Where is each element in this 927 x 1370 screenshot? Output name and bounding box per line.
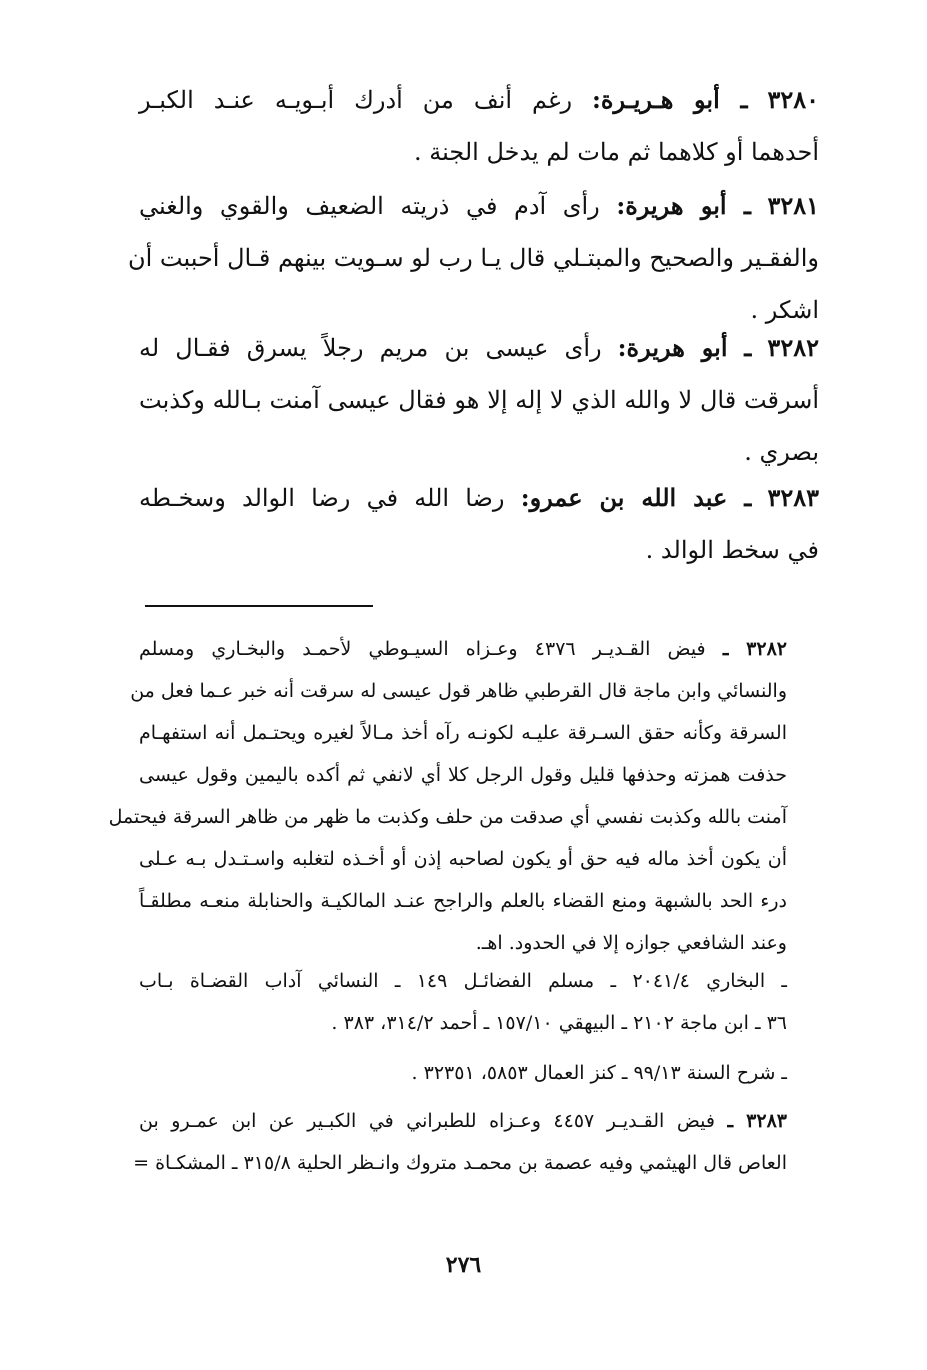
- hadith-entry-3282: [139, 322, 819, 478]
- hadith-narrator: عبد الله بن عمرو:: [520, 483, 728, 512]
- footnote-3283: [133, 1100, 787, 1184]
- hadith-line: اشكر .: [750, 296, 819, 324]
- footnote-text: فيض القـديـر ٤٣٧٦ وعـزاه السيـوطي لأحمـد والبخـاري ومسلم: [139, 638, 706, 660]
- hadith-text: رأى آدم في ذريته الضعيف والقوي والغني: [139, 192, 600, 220]
- hadith-line: والفقـير والصحيح والمبتـلي قال يـا رب لو سـويت بينهم قـال أحببت أن: [127, 244, 819, 272]
- footnote-references: [139, 960, 787, 1044]
- hadith-number: ٣٢٨٢: [767, 333, 819, 362]
- hadith-line: ٣٢٨٢ ـ أبو هريرة: رأى عيسى بن مريم رجلاً يسرق فقـال له: [139, 333, 819, 362]
- hadith-entry-3281: [127, 180, 819, 336]
- footnote-line: أن يكون أخذ ماله فيه حق أو يكون لصاحبه إذن أو أخـذه لتغلبه واسـتـدل بـه عـلى: [139, 848, 787, 870]
- footnote-line: وعند الشافعي جوازه إلا في الحدود. اهـ.: [475, 932, 787, 954]
- hadith-line: ٣٢٨١ ـ أبو هريرة: رأى آدم في ذريته الضعيف والقوي والغني: [139, 191, 819, 220]
- hadith-line: أحدهما أو كلاهما ثم مات لم يدخل الجنة .: [413, 138, 819, 166]
- footnote-line: درء الحد بالشبهة ومنع القضاء بالعلم والراجح عنـد المالكيـة والحنابلة منعـه مطلقـاً: [139, 890, 787, 912]
- hadith-text: رأى عيسى بن مريم رجلاً يسرق فقـال له: [139, 334, 602, 362]
- footnote-line: [139, 1100, 787, 1142]
- footnote-line: ٣٦ ـ ابن ماجة ٢١٠٢ ـ البيهقي ١٥٧/١٠ ـ أحمد ٣١٤/٢، ٣٨٣ .: [331, 1012, 787, 1034]
- footnote-text: فيض القـديـر ٤٤٥٧ وعـزاه للطبراني في الكبـير عن ابن عمـرو بن: [139, 1110, 715, 1132]
- footnote-line: والنسائي وابن ماجة قال القرطبي ظاهر قول عيسى له سرقت أنه خبر عـما فعل من: [130, 680, 787, 702]
- footnote-line: [139, 628, 787, 670]
- footnote-line: العاص قال الهيثمي وفيه عصمة بن محمـد متروك وانـظر الحلية ٣١٥/٨ ـ المشكـاة =: [133, 1152, 787, 1174]
- hadith-narrator: أبو هريرة:: [617, 333, 728, 362]
- hadith-number: ٣٢٨٣: [767, 483, 819, 512]
- hadith-entry-3280: [139, 74, 819, 178]
- hadith-line: أسرقت قال لا والله الذي لا إله إلا هو فقال عيسى آمنت بـالله وكذبت: [139, 386, 820, 414]
- footnote-number: ٣٢٨٣ ـ: [727, 1110, 787, 1132]
- footnote-line: ـ شرح السنة ٩٩/١٣ ـ كنز العمال ٥٨٥٣، ٣٢٣٥١ .: [411, 1062, 787, 1084]
- hadith-number: ٣٢٨٠: [767, 85, 819, 114]
- hadith-line: ٣٢٨٣ ـ عبد الله بن عمرو: رضا الله في رضا الوالد وسخـطه: [139, 483, 819, 512]
- hadith-line: ٣٢٨٠ ـ أبو هـريـرة: رغم أنف من أدرك أبـويـه عنـد الكبـر: [139, 85, 819, 114]
- hadith-line: بصري .: [744, 438, 819, 466]
- hadith-entry-3283: [139, 472, 819, 576]
- hadith-narrator: أبو هـريـرة:: [592, 85, 720, 114]
- footnote-line: ـ البخاري ٢٠٤١/٤ ـ مسلم الفضائـل ١٤٩ ـ النسائي آداب القضـاة بـاب: [139, 970, 787, 992]
- footnote-line: آمنت بالله وكذبت نفسي أي صدقت من حلف وكذبت ما ظهر من ظاهر السرقة فيحتمل: [108, 806, 787, 828]
- hadith-line: في سخط الوالد .: [645, 536, 819, 564]
- footnote-3282: [108, 628, 787, 964]
- footnote-line: السرقة وكأنه حقق السـرقة عليـه لكونـه رآه أخذ مـالاً لغيره ويحتـمل أنه استفهـام: [139, 722, 787, 744]
- hadith-text: رضا الله في رضا الوالد وسخـطه: [139, 484, 505, 512]
- footnote-separator: [145, 605, 373, 607]
- page-number: ٢٧٦: [445, 1252, 482, 1278]
- footnote-references: [139, 1052, 787, 1094]
- hadith-number: ٣٢٨١: [767, 191, 819, 220]
- footnote-number: ٣٢٨٢ ـ: [722, 638, 787, 660]
- hadith-narrator: أبو هريرة:: [616, 191, 727, 220]
- footnote-line: حذفت همزته وحذفها قليل وقول الرجل كلا أي لانفي ثم أكده باليمين وقول عيسى: [139, 764, 787, 786]
- hadith-text: رغم أنف من أدرك أبـويـه عنـد الكبـر: [139, 86, 573, 114]
